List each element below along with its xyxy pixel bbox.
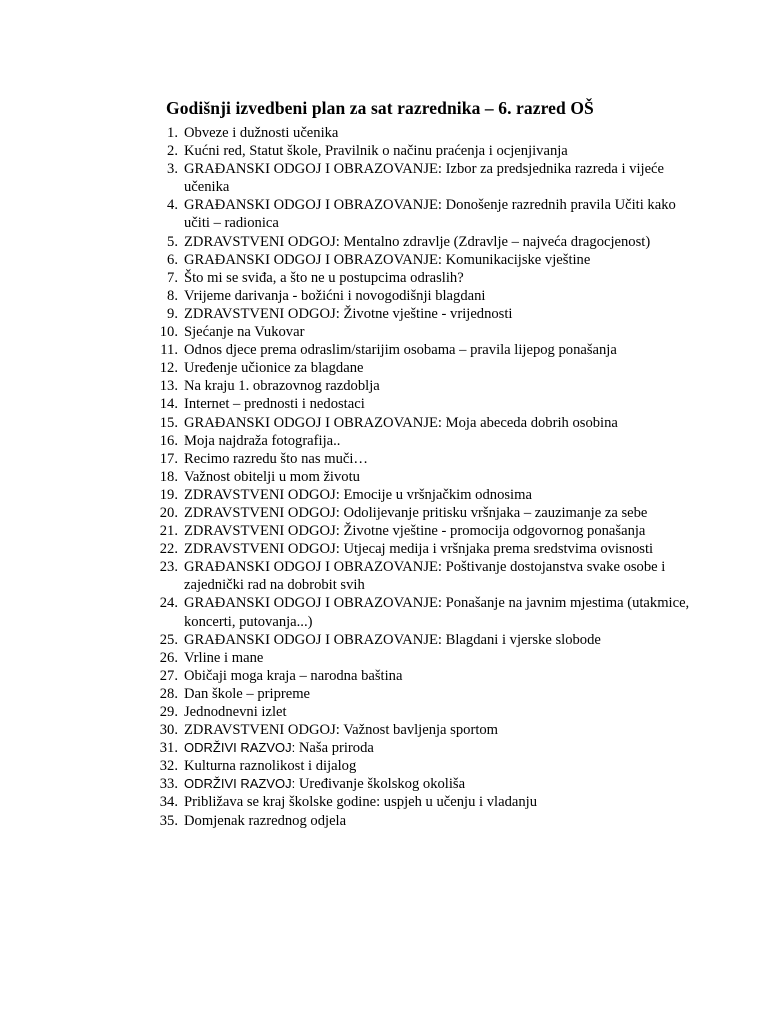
list-item-number: 10. <box>159 324 178 341</box>
list-item <box>150 757 690 775</box>
list-item <box>150 703 690 721</box>
list-item-number: 12. <box>159 360 178 377</box>
list-item-text: Domjenak razrednog odjela <box>184 812 347 829</box>
list-item-number: 32. <box>159 758 178 775</box>
list-item-number: 24. <box>159 595 178 612</box>
list-item-category: GRAĐANSKI ODGOJ I OBRAZOVANJE: <box>184 631 442 648</box>
list-item <box>150 793 690 811</box>
list-item-text: Odnos djece prema odraslim/starijim osobama – pravila lijepog ponašanja <box>184 342 617 359</box>
list-item-category: ZDRAVSTVENI ODGOJ: <box>184 504 340 521</box>
list-item-number: 34. <box>159 794 178 811</box>
list-item <box>150 196 690 232</box>
list-item-text: Kulturna raznolikost i dijalog <box>184 758 357 775</box>
list-item <box>150 775 690 793</box>
list-item-category: ZDRAVSTVENI ODGOJ: <box>184 541 340 558</box>
list-item <box>150 432 690 450</box>
list-item <box>150 667 690 685</box>
list-item-number: 2. <box>167 143 178 160</box>
list-item-text: Komunikacijske vještine <box>441 251 591 268</box>
list-item-text: Moja najdraža fotografija.. <box>184 432 341 449</box>
list-item <box>150 359 690 377</box>
list-item-text: Odolijevanje pritisku vršnjaka – zauzimanje za sebe <box>339 504 648 521</box>
list-item-category: GRAĐANSKI ODGOJ I OBRAZOVANJE: <box>184 595 442 612</box>
list-item-text: Vrline i mane <box>184 649 264 666</box>
list-item <box>150 450 690 468</box>
list-item-number: 3. <box>167 161 178 178</box>
list-item-text: Blagdani i vjerske slobode <box>441 631 601 648</box>
list-item <box>150 486 690 504</box>
list-item-text: Naša priroda <box>295 740 374 757</box>
list-item-text: Kućni red, Statut škole, Pravilnik o načinu praćenja i ocjenjivanja <box>184 143 568 160</box>
list-item-number: 28. <box>159 685 178 702</box>
list-item <box>150 739 690 757</box>
list-item-category: GRAĐANSKI ODGOJ I OBRAZOVANJE: <box>184 161 442 178</box>
list-item <box>150 395 690 413</box>
list-item-number: 9. <box>167 305 178 322</box>
list-item-category: GRAĐANSKI ODGOJ I OBRAZOVANJE: <box>184 197 442 214</box>
list-item-text: Dan škole – pripreme <box>184 685 311 702</box>
list-item-number: 31. <box>159 740 178 757</box>
list-item <box>150 269 690 287</box>
list-item-text: Sjećanje na Vukovar <box>184 324 305 341</box>
list-item-text: Uređenje učionice za blagdane <box>184 360 364 377</box>
list-item-text: Ponašanje na javnim mjestima (utakmice, koncerti, putovanja...) <box>184 595 693 630</box>
list-item-category: ZDRAVSTVENI ODGOJ: <box>184 305 340 322</box>
list-item <box>150 414 690 432</box>
list-item-number: 1. <box>167 125 178 141</box>
list-item-number: 5. <box>167 233 178 250</box>
list-item <box>150 305 690 323</box>
list-item-number: 30. <box>159 722 178 739</box>
list-item <box>150 540 690 558</box>
list-item <box>150 377 690 395</box>
list-item <box>150 160 690 196</box>
list-item <box>150 522 690 540</box>
list-item-text: Recimo razredu što nas muči… <box>184 450 368 467</box>
list-item-category: ODRŽIVI RAZVOJ: <box>184 740 296 756</box>
list-item-text: Običaji moga kraja – narodna baština <box>184 667 403 684</box>
list-item-number: 20. <box>159 504 178 521</box>
list-item <box>150 233 690 251</box>
list-item-number: 22. <box>159 541 178 558</box>
list-item-number: 18. <box>159 468 178 485</box>
list-item-number: 14. <box>159 396 178 413</box>
list-item-category: ZDRAVSTVENI ODGOJ: <box>184 523 340 540</box>
list-item <box>150 341 690 359</box>
list-item <box>150 142 690 160</box>
list-item-text: Donošenje razrednih pravila Učiti kako učiti – radionica <box>184 197 680 232</box>
list-item-number: 17. <box>159 450 178 467</box>
list-item-number: 8. <box>167 287 178 304</box>
list-item-text: Utjecaj medija i vršnjaka prema sredstvima ovisnosti <box>339 541 654 558</box>
list-item <box>150 323 690 341</box>
list-item <box>150 251 690 269</box>
list-item-number: 25. <box>159 631 178 648</box>
list-item-text: Obveze i dužnosti učenika <box>184 125 339 141</box>
list-item-category: GRAĐANSKI ODGOJ I OBRAZOVANJE: <box>184 414 442 431</box>
list-item-text: Na kraju 1. obrazovnog razdoblja <box>184 378 380 395</box>
list-item <box>150 594 693 630</box>
list-item <box>150 685 690 703</box>
list-item-number: 16. <box>159 432 178 449</box>
list-item-text: Što mi se sviđa, a što ne u postupcima odraslih? <box>184 269 464 286</box>
list-item-number: 13. <box>159 378 178 395</box>
list-item-number: 23. <box>159 559 178 576</box>
list-item-number: 6. <box>167 251 178 268</box>
list-item-number: 21. <box>159 523 178 540</box>
list-item-number: 15. <box>159 414 178 431</box>
list-item-category: ZDRAVSTVENI ODGOJ: <box>184 486 340 503</box>
list-item <box>150 812 690 830</box>
list-item-text: Uređivanje školskog okoliša <box>295 776 466 793</box>
list-item-text: Internet – prednosti i nedostaci <box>184 396 365 413</box>
list-item-text: Mentalno zdravlje (Zdravlje – najveća dragocjenost) <box>339 233 651 250</box>
list-item <box>150 504 690 522</box>
list-item-category: GRAĐANSKI ODGOJ I OBRAZOVANJE: <box>184 251 442 268</box>
list-item-number: 7. <box>167 269 178 286</box>
list-item-text: Važnost obitelji u mom životu <box>184 468 360 485</box>
list-item-number: 26. <box>159 649 178 666</box>
list-item-category: GRAĐANSKI ODGOJ I OBRAZOVANJE: <box>184 559 442 576</box>
list-item-text: Približava se kraj školske godine: uspjeh u učenju i vladanju <box>184 794 538 811</box>
list-item <box>150 287 690 305</box>
list-item-text: Jednodnevni izlet <box>184 704 287 720</box>
list-item-number: 11. <box>160 342 178 359</box>
list-item-number: 35. <box>159 812 178 829</box>
list-item-text: Poštivanje dostojanstva svake osobe i zajednički rad na dobrobit svih <box>184 559 669 594</box>
list-item-text: Životne vještine - vrijednosti <box>339 305 513 322</box>
list-item <box>150 721 690 739</box>
list-item <box>150 468 690 486</box>
list-item <box>150 124 690 142</box>
list-item-text: Važnost bavljenja sportom <box>339 722 499 739</box>
list-item-category: ZDRAVSTVENI ODGOJ: <box>184 722 340 739</box>
list-item-text: Vrijeme darivanja - božićni i novogodišnji blagdani <box>184 287 486 304</box>
list-item-category: ZDRAVSTVENI ODGOJ: <box>184 233 340 250</box>
list-item-number: 29. <box>159 704 178 720</box>
list-item-number: 33. <box>159 776 178 793</box>
list-item <box>150 631 690 649</box>
list-item-text: Emocije u vršnjačkim odnosima <box>339 486 532 503</box>
list-item-text: Izbor za predsjednika razreda i vijeće učenika <box>184 161 668 196</box>
list-item-number: 4. <box>167 197 178 214</box>
list-item-category: ODRŽIVI RAZVOJ: <box>184 776 296 792</box>
list-item <box>150 649 690 667</box>
list-item-text: Moja abeceda dobrih osobina <box>441 414 618 431</box>
list-item-number: 27. <box>159 667 178 684</box>
page-title: Godišnji izvedbeni plan za sat razrednika – 6. razred OŠ <box>166 97 594 118</box>
list-item <box>150 558 690 594</box>
list-item-number: 19. <box>159 486 178 503</box>
list-item-text: Životne vještine - promocija odgovornog ponašanja <box>339 523 646 540</box>
plan-list <box>150 124 693 830</box>
